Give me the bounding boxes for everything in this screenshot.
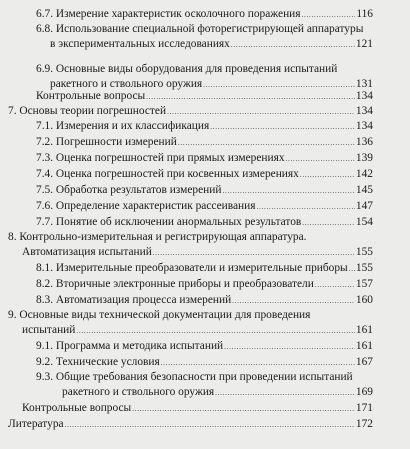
dot-leader: [222, 184, 354, 198]
toc-entry-title: 9.2. Технические условия: [36, 356, 160, 368]
dot-leader: [167, 105, 355, 119]
toc-entry: [36, 356, 373, 370]
toc-entry-title: 7.7. Понятие об исключении анормальных результатов: [36, 216, 302, 228]
toc-entry-title: 8.2. Вторичные электронные приборы и преобразователи: [36, 278, 314, 290]
toc-entry-page: 157: [355, 278, 373, 290]
dot-leader: [232, 294, 355, 308]
toc-entry-page: 167: [355, 356, 373, 368]
toc-entry-title: Литература: [8, 418, 64, 430]
toc-entry-page: 155: [355, 262, 373, 274]
toc-entry: [36, 136, 373, 150]
toc-entry: [8, 231, 373, 260]
toc-entry-page: 145: [355, 184, 373, 196]
dot-leader: [349, 262, 355, 276]
dot-leader: [146, 90, 355, 104]
toc-entry-page: 134: [355, 90, 373, 102]
dot-leader: [215, 386, 355, 400]
toc-entry-page: 172: [355, 418, 373, 430]
toc-entry-title: Контрольные вопросы: [22, 402, 132, 414]
toc-entry: [36, 90, 373, 104]
toc-entry-title-first-line: 9.3. Общие требования безопасности при проведении испытаний: [36, 371, 353, 383]
toc-entry-title: 7.6. Определение характеристик рассеивания: [36, 200, 256, 212]
toc-entry-title: 7. Основы теории погрешностей: [8, 105, 167, 117]
toc-entry-title: в экспериментальных исследованиях: [50, 38, 230, 50]
toc-entry: [36, 184, 373, 198]
toc-entry-title: 8.3. Автоматизация процесса измерений: [36, 294, 232, 306]
toc-entry-page: 160: [355, 294, 373, 306]
toc-entry-title-first-line: 8. Контрольно-измерительная и регистрирующая аппаратура.: [8, 231, 307, 243]
dot-leader: [76, 324, 355, 338]
toc-entry: [36, 152, 373, 166]
dot-leader: [224, 340, 355, 354]
toc-entry-page: 121: [355, 38, 373, 50]
dot-leader: [161, 356, 355, 370]
toc-entry: [36, 216, 373, 230]
toc-entry-title-first-line: 6.9. Основные виды оборудования для проведения испытаний: [36, 63, 338, 75]
toc-entry: [36, 168, 373, 182]
toc-entry-page: 147: [355, 200, 373, 212]
dot-leader: [132, 402, 355, 416]
toc-entry-title: 7.1. Измерения и их классификация: [36, 120, 210, 132]
toc-entry-page: 136: [355, 136, 373, 148]
toc-entry-page: 139: [355, 152, 373, 164]
toc-entry: [36, 371, 373, 400]
toc-entry: [36, 8, 373, 22]
toc-entry: [22, 402, 373, 416]
toc-entry-title: ракетного и ствольного оружия: [50, 78, 203, 90]
toc-entry: [36, 200, 373, 214]
toc-entry: [36, 262, 373, 276]
toc-entry-title: 9.1. Программа и методика испытаний: [36, 340, 224, 352]
dot-leader: [286, 152, 355, 166]
toc-entry-title: 7.2. Погрешности измерений: [36, 136, 177, 148]
dot-leader: [210, 120, 355, 134]
toc-entry: [36, 340, 373, 354]
dot-leader: [153, 246, 355, 260]
toc-entry-title-first-line: 6.8. Использование специальной фоторегистрирующей аппаратуры: [36, 23, 364, 35]
dot-leader: [315, 278, 355, 292]
dot-leader: [302, 8, 356, 22]
toc-entry: [36, 294, 373, 308]
dot-leader: [178, 136, 355, 150]
toc-entry-title: Автоматизация испытаний: [22, 246, 152, 258]
toc-entry-page: 131: [355, 78, 373, 90]
toc-entry-page: 134: [355, 120, 373, 132]
toc-entry: [8, 309, 373, 338]
toc-entry-title: 7.4. Оценка погрешностей при косвенных измерениях: [36, 168, 299, 180]
toc-entry-title-first-line: 9. Основные виды технической документации для проведения: [8, 309, 311, 321]
dot-leader: [231, 38, 355, 52]
toc-entry-title: Контрольные вопросы: [36, 90, 146, 102]
toc-entry-page: 161: [355, 340, 373, 352]
toc-entry: [36, 278, 373, 292]
dot-leader: [302, 216, 355, 230]
toc-entry-title: 6.7. Измерение характеристик осколочного поражения: [36, 8, 301, 20]
toc-entry-title: 7.3. Оценка погрешностей при прямых измерениях: [36, 152, 285, 164]
toc-entry-page: 155: [355, 246, 373, 258]
toc-entry-title: 8.1. Измерительные преобразователи и измерительные приборы: [36, 262, 348, 274]
toc-entry-page: 154: [355, 216, 373, 228]
toc-entry-title: ракетного и ствольного оружия: [62, 386, 215, 398]
toc-entry: [8, 418, 373, 432]
toc-entry-page: 116: [356, 8, 373, 20]
dot-leader: [256, 200, 354, 214]
dot-leader: [300, 168, 355, 182]
toc-entry-page: 169: [355, 386, 373, 398]
toc-entry-page: 161: [355, 324, 373, 336]
toc-entry: [36, 63, 373, 92]
toc-entry-title: 7.5. Обработка результатов измерений: [36, 184, 222, 196]
dot-leader: [65, 418, 355, 432]
toc-entry: [36, 120, 373, 134]
toc-entry-title: испытаний: [22, 324, 76, 336]
toc-entry-page: 142: [355, 168, 373, 180]
toc-entry-page: 134: [355, 105, 373, 117]
toc-entry: [36, 23, 373, 52]
toc-entry: [8, 105, 373, 119]
toc-entry-page: 171: [355, 402, 373, 414]
